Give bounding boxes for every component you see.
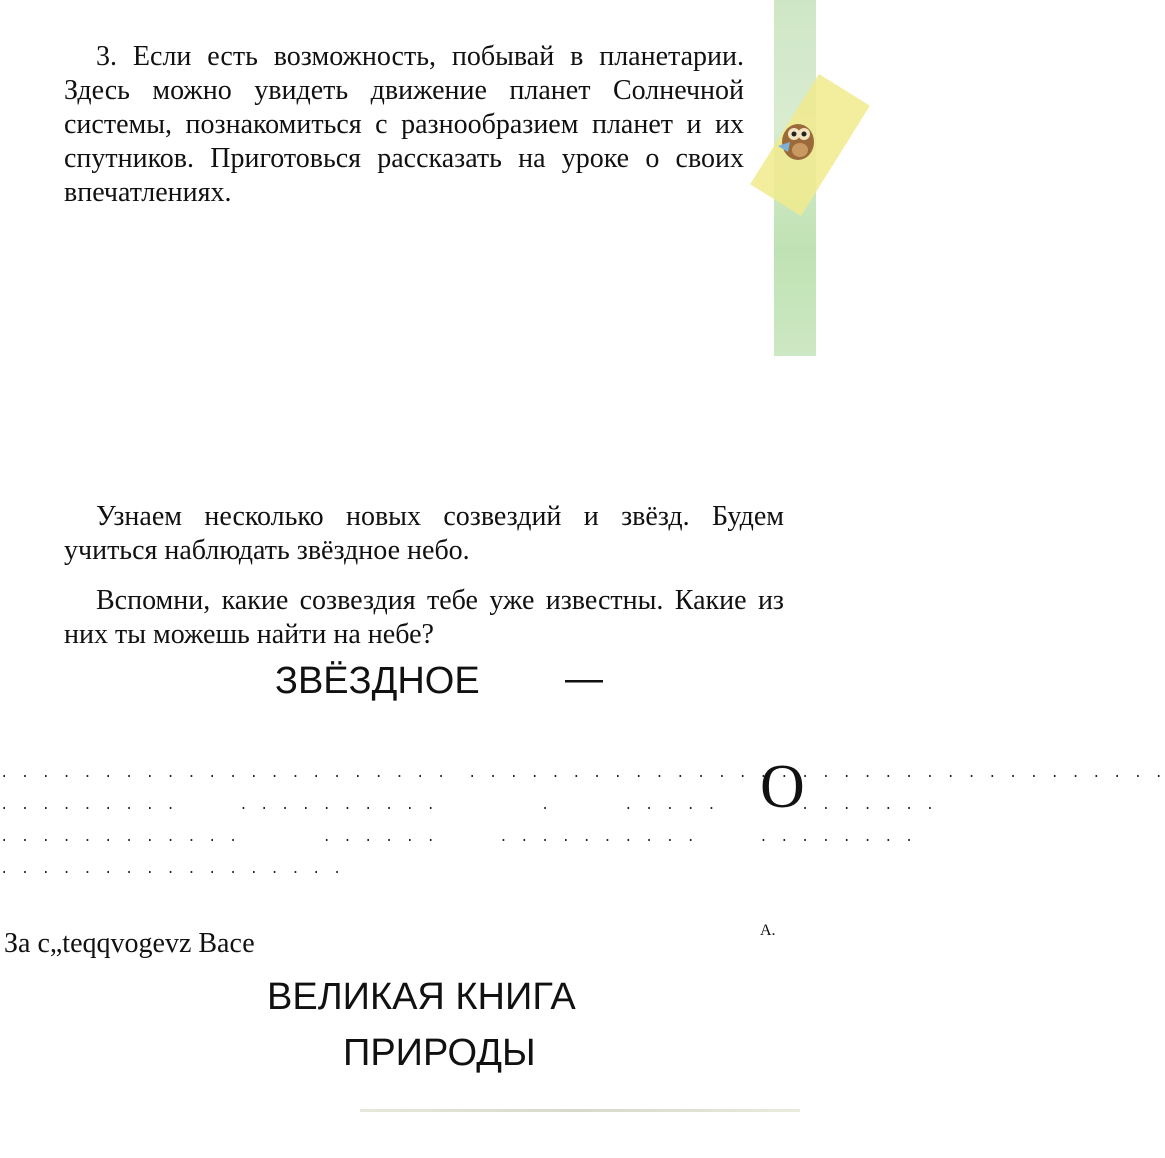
garbled-line: За с„teqqvogevz Васе: [4, 928, 255, 959]
book-title-line1: ВЕЛИКАЯ КНИГА: [267, 976, 576, 1018]
intro-paragraph: Узнаем несколько новых созвездий и звёзд. Будем учиться наблюдать звёздное небо.: [64, 501, 784, 566]
section-title: ЗВЁЗДНОЕ: [275, 660, 480, 702]
title-dash: —: [565, 658, 603, 700]
small-letter: А.: [760, 922, 776, 939]
question-paragraph: Вспомни, какие созвездия тебе уже известны. Какие из них ты можешь найти на небе?: [64, 585, 784, 650]
dotted-row-3: . . . . . . . . . . . . . . . . . . . . . . . . . . . . . . . . . . . .: [0, 830, 916, 846]
dotted-row-2: . . . . . . . . . . . . . . . . . . . . . . . . . . . . . . . .: [0, 798, 937, 814]
owl-mascot-icon: [768, 112, 816, 164]
big-letter: О: [760, 753, 805, 821]
book-title-line2: ПРИРОДЫ: [343, 1032, 536, 1074]
decorative-side-strip: [774, 0, 816, 356]
bottom-rule: [360, 1109, 800, 1112]
dotted-row-4: . . . . . . . . . . . . . . . . .: [0, 862, 344, 878]
task-paragraph: 3. Если есть возможность, побывай в планетарии. Здесь можно увидеть движение планет Солнечной системы, познакомиться с разнообразием планет и их спутников. Приготовься рассказать на уроке о своих впечатлениях.: [64, 41, 744, 208]
dotted-row-1: . . . . . . . . . . . . . . . . . . . . . . . . . . . . . . . . . . . . . . . . . . . . . . . . . . . . . . . .: [0, 766, 1165, 782]
